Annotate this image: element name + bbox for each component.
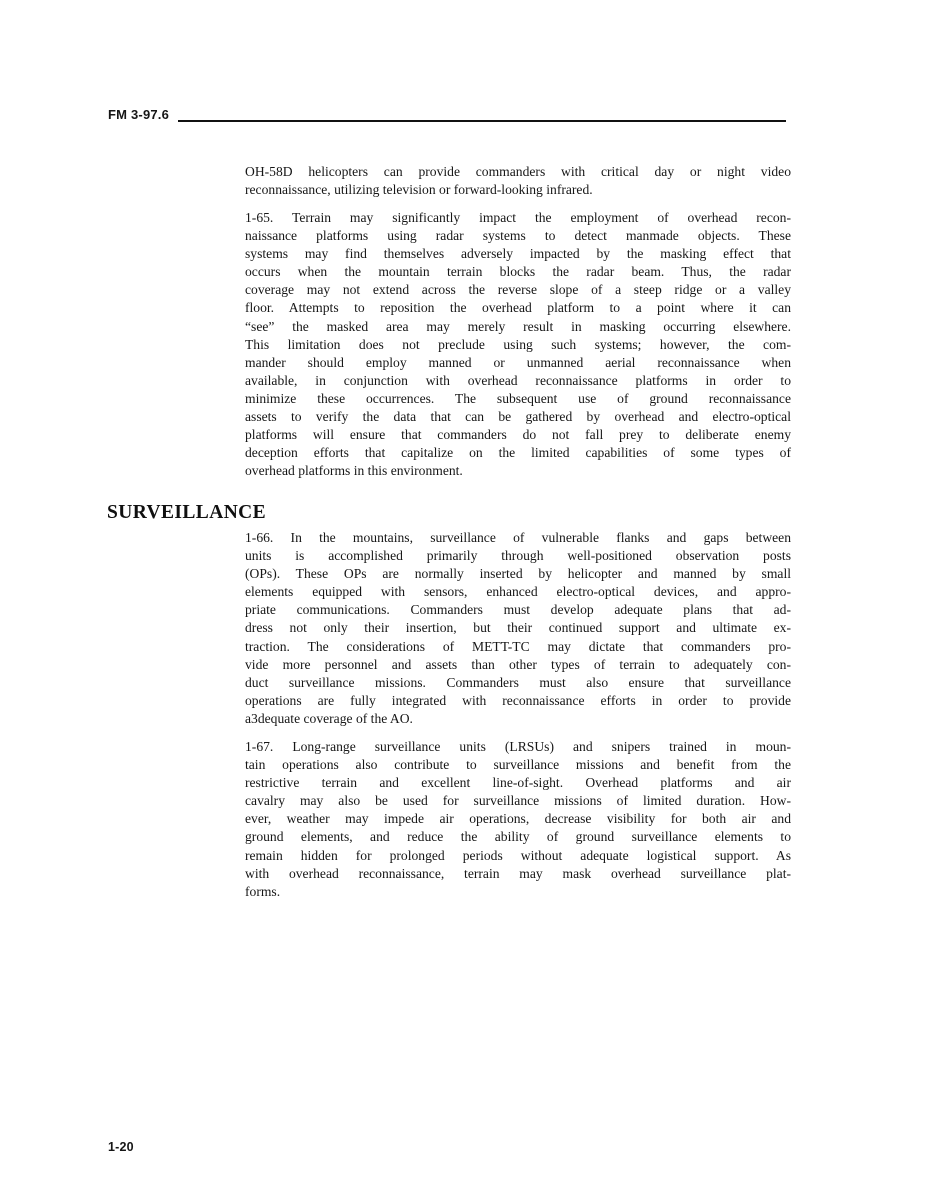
text-line: OH-58D helicopters can provide commanders with critical day or night video	[245, 164, 791, 179]
text-line: This limitation does not preclude using such systems; however, the com-	[245, 336, 791, 352]
text-line: vide more personnel and assets than other types of terrain to adequately con-	[245, 656, 791, 672]
text-line: mander should employ manned or unmanned aerial reconnaissance when	[245, 354, 791, 370]
page-header	[108, 106, 786, 123]
text-line: occurs when the mountain terrain blocks the radar beam. Thus, the radar	[245, 264, 791, 280]
text-line: elements equipped with sensors, enhanced electro-optical devices, and appro-	[245, 584, 791, 600]
page-number: 1-20	[108, 1140, 134, 1154]
text-line: 1-66. In the mountains, surveillance of vulnerable flanks and gaps between	[245, 530, 791, 545]
text-line: tain operations also contribute to surveillance missions and benefit from the	[245, 757, 791, 773]
text-line: priate communications. Commanders must develop adequate plans that ad-	[245, 602, 791, 618]
text-line: reconnaissance, utilizing television or forward-looking infrared.	[245, 182, 593, 198]
paragraph-1-65	[245, 209, 791, 480]
text-line: available, in conjunction with overhead reconnaissance platforms in order to	[245, 372, 791, 388]
text-line: with overhead reconnaissance, terrain may mask overhead surveillance plat-	[245, 865, 791, 881]
text-line: dress not only their insertion, but their continued support and ultimate ex-	[245, 620, 791, 636]
text-line: ever, weather may impede air operations, decrease visibility for both air and	[245, 811, 791, 827]
text-line: (OPs). These OPs are normally inserted by helicopter and manned by small	[245, 566, 791, 582]
text-line: coverage may not extend across the reverse slope of a steep ridge or a valley	[245, 282, 791, 298]
header-rule	[178, 120, 786, 122]
text-line: platforms will ensure that commanders do not fall prey to deliberate enemy	[245, 427, 791, 443]
text-line: duct surveillance missions. Commanders must also ensure that surveillance	[245, 674, 791, 690]
text-line: minimize these occurrences. The subsequent use of ground reconnaissance	[245, 390, 791, 406]
text-line: operations are fully integrated with reconnaissance efforts in order to provide	[245, 692, 791, 708]
text-line: “see” the masked area may merely result in masking occurring elsewhere.	[245, 318, 791, 334]
paragraph-intro	[245, 163, 791, 199]
paragraph-1-67	[245, 738, 791, 901]
paragraph-1-66	[245, 529, 791, 728]
text-line: floor. Attempts to reposition the overhead platform to a point where it can	[245, 300, 791, 316]
text-line: ground elements, and reduce the ability of ground surveillance elements to	[245, 829, 791, 845]
text-line: 1-65. Terrain may significantly impact the employment of overhead recon-	[245, 210, 791, 225]
text-line: units is accomplished primarily through well-positioned observation posts	[245, 548, 791, 564]
text-line: 1-67. Long-range surveillance units (LRSUs) and snipers trained in moun-	[245, 739, 791, 754]
text-line: remain hidden for prolonged periods without adequate logistical support. As	[245, 847, 791, 863]
text-line: cavalry may also be used for surveillance missions of limited duration. How-	[245, 793, 791, 809]
text-line: overhead platforms in this environment.	[245, 463, 463, 479]
text-line: forms.	[245, 883, 281, 899]
text-line: naissance platforms using radar systems to detect manmade objects. These	[245, 228, 791, 244]
text-line: systems may find themselves adversely impacted by the masking effect that	[245, 246, 791, 262]
text-line: assets to verify the data that can be gathered by overhead and electro-optical	[245, 409, 791, 425]
text-line: deception efforts that capitalize on the limited capabilities of some types of	[245, 445, 791, 461]
text-line: traction. The considerations of METT-TC may dictate that commanders pro-	[245, 638, 791, 654]
document-id: FM 3-97.6	[108, 107, 170, 122]
text-line: a3dequate coverage of the AO.	[245, 710, 413, 726]
text-line: restrictive terrain and excellent line-of-sight. Overhead platforms and air	[245, 775, 791, 791]
section-heading-surveillance: SURVEILLANCE	[107, 502, 267, 523]
